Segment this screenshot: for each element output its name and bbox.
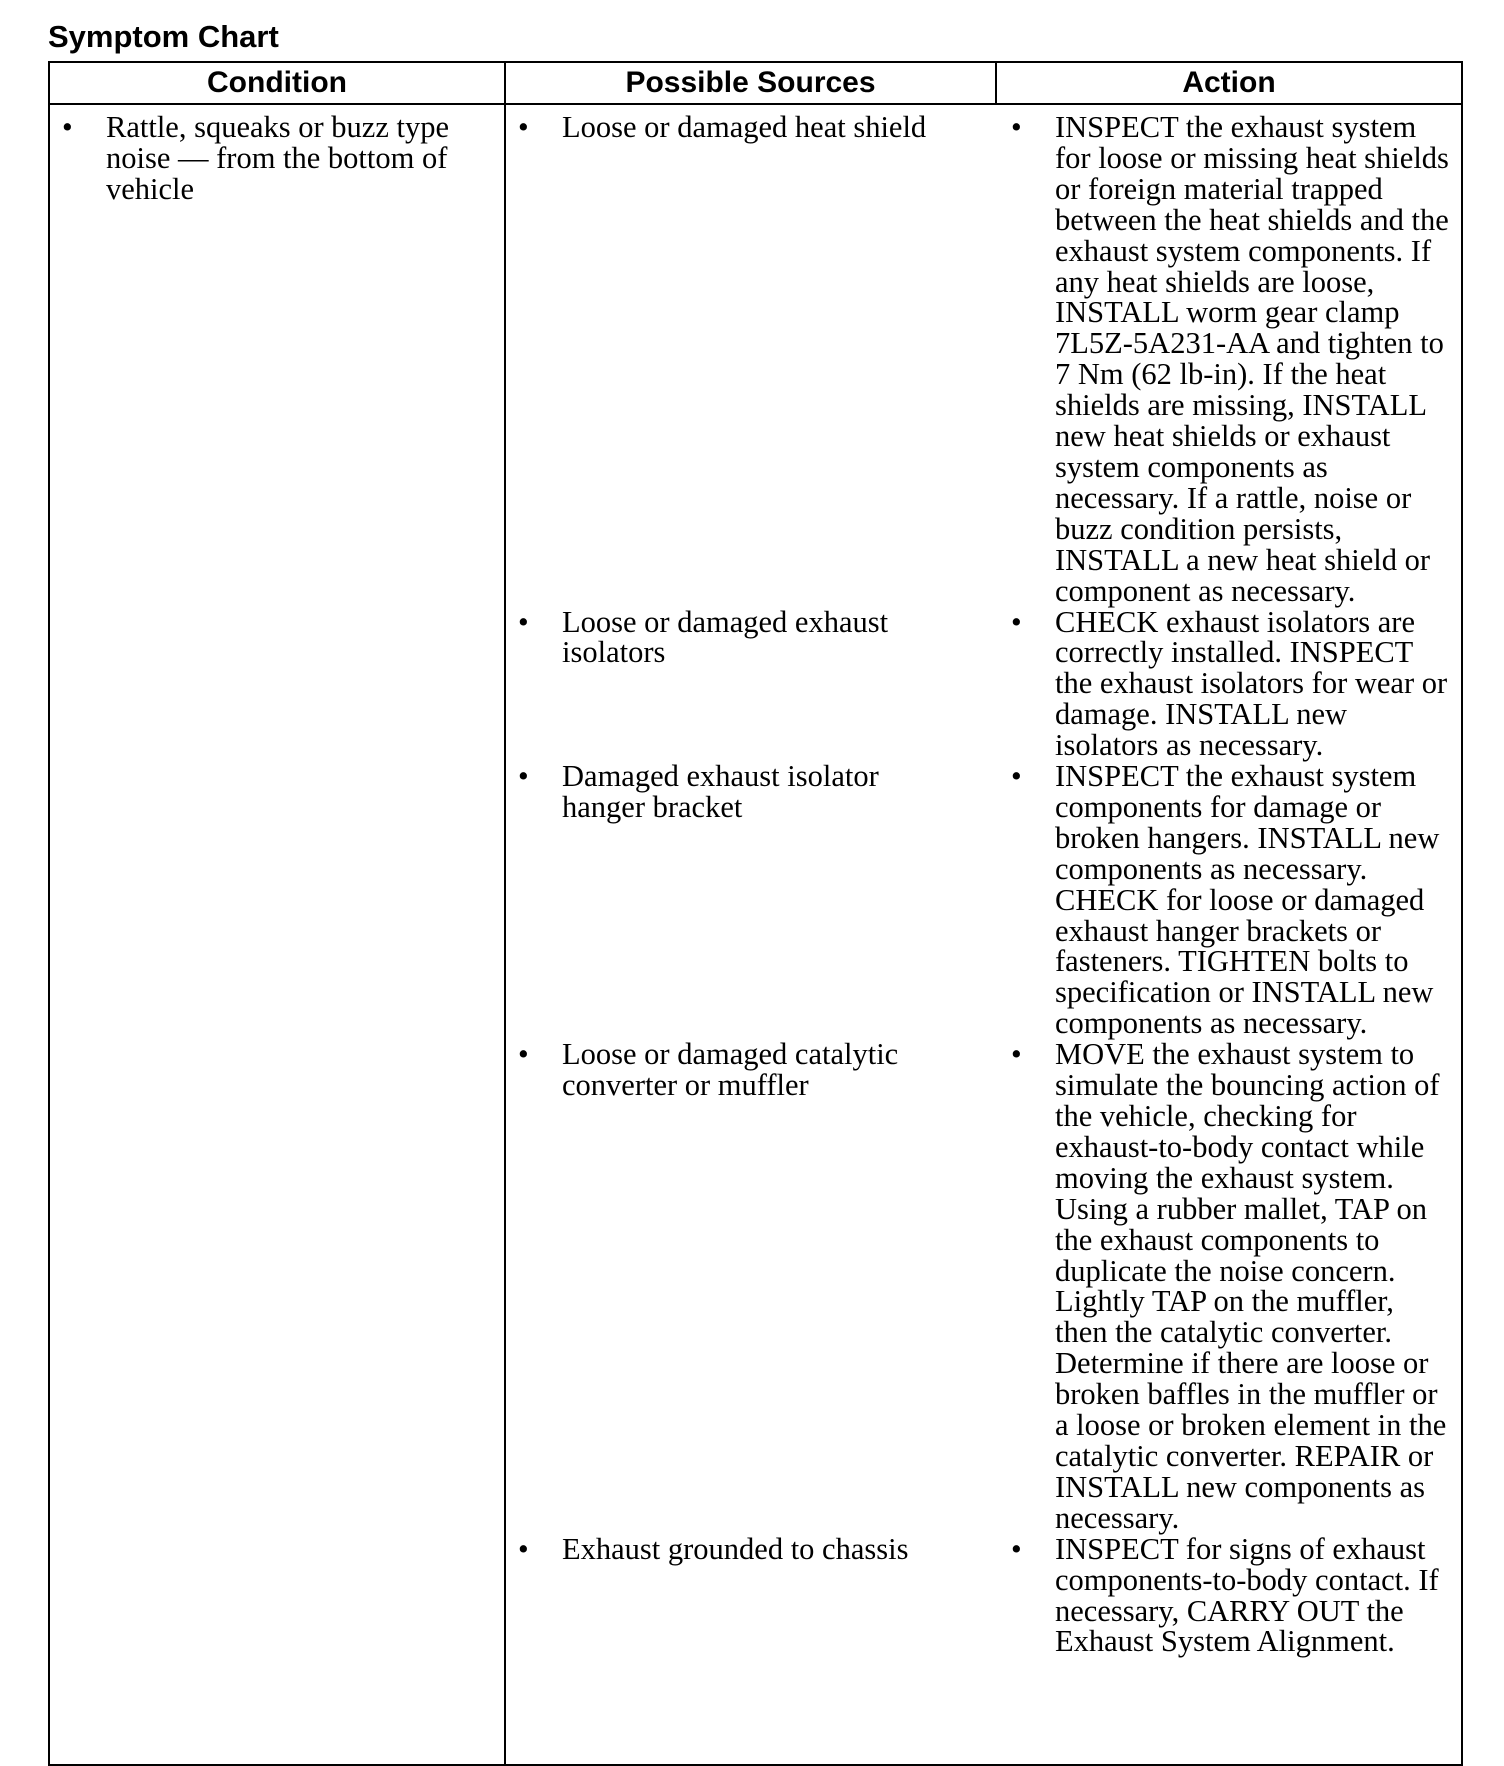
bullet-icon: •: [1011, 759, 1022, 794]
table-header-row: [49, 62, 1462, 104]
condition-text: Rattle, squeaks or buzz type noise — from the bottom of vehicle: [106, 110, 450, 206]
table-row: [49, 104, 1462, 1765]
symptom-chart-table: [48, 61, 1463, 1766]
source-item: [506, 1039, 997, 1534]
source-text: Loose or damaged exhaust isolators: [562, 604, 889, 670]
header-possible-sources: Possible Sources: [505, 62, 996, 104]
list-item: [506, 1531, 1461, 1659]
list-item: [506, 604, 1461, 763]
bullet-icon: •: [518, 1037, 529, 1072]
list-item: [506, 761, 1461, 1039]
header-condition: Condition: [49, 62, 505, 104]
source-item: [506, 604, 997, 762]
sources-actions-cell: [505, 104, 1462, 1765]
list-item: [506, 112, 1461, 607]
list-item: [506, 1039, 1461, 1534]
bullet-icon: •: [518, 759, 529, 794]
action-item: [999, 604, 1461, 763]
bullet-icon: •: [1011, 1037, 1022, 1072]
action-text: INSPECT the exhaust system for loose or missing heat shields or foreign material trapped between the heat shields and the exhaust system components. If any heat shields are loose, INSTALL worm gear clamp 7L5Z-5A231-AA and tighten to 7 Nm (62 lb-in). If the heat shields are missing, INSTALL new heat shields or exhaust system components as necessary. If a rattle, noise or buzz condition persists, INSTALL a new heat shield or component as necessary.: [1055, 110, 1449, 608]
source-item: [506, 1531, 997, 1658]
action-text: INSPECT for signs of exhaust components-to-body contact. If necessary, CARRY OUT the Exhaust System Alignment.: [1055, 1531, 1439, 1659]
header-action: Action: [996, 62, 1462, 104]
bullet-icon: •: [518, 1531, 529, 1566]
source-text: Exhaust grounded to chassis: [562, 1531, 909, 1566]
source-text: Loose or damaged catalytic converter or muffler: [562, 1037, 899, 1103]
bullet-icon: •: [62, 110, 73, 144]
source-item: [506, 112, 997, 607]
action-item: [999, 112, 1461, 607]
condition-item: [50, 112, 504, 205]
bullet-icon: •: [518, 110, 529, 144]
action-item: [999, 761, 1461, 1039]
bullet-icon: •: [1011, 604, 1022, 639]
page-title: Symptom Chart: [48, 19, 279, 54]
source-text: Loose or damaged heat shield: [562, 110, 927, 144]
source-text: Damaged exhaust isolator hanger bracket: [562, 759, 879, 824]
bullet-icon: •: [1011, 1531, 1022, 1566]
action-text: MOVE the exhaust system to simulate the bouncing action of the vehicle, checking for exhaust-to-body contact while moving the exhaust system. Using a rubber mallet, TAP on the exhaust components to duplicate the noise concern. Lightly TAP on the muffler, then the catalytic converter. Determine if there are loose or broken baffles in the muffler or a loose or broken element in the catalytic converter. REPAIR or INSTALL new components as necessary.: [1055, 1037, 1447, 1535]
action-text: CHECK exhaust isolators are correctly installed. INSPECT the exhaust isolators for wear or damage. INSTALL new isolators as necessary.: [1055, 604, 1448, 763]
condition-cell: [49, 104, 505, 1765]
action-text: INSPECT the exhaust system components for damage or broken hangers. INSTALL new components as necessary. CHECK for loose or damaged exhaust hanger brackets or fasteners. TIGHTEN bolts to specification or INSTALL new components as necessary.: [1055, 759, 1440, 1041]
action-item: [999, 1531, 1461, 1659]
bullet-icon: •: [1011, 110, 1022, 144]
action-item: [999, 1039, 1461, 1534]
bullet-icon: •: [518, 604, 529, 639]
source-item: [506, 761, 997, 1039]
